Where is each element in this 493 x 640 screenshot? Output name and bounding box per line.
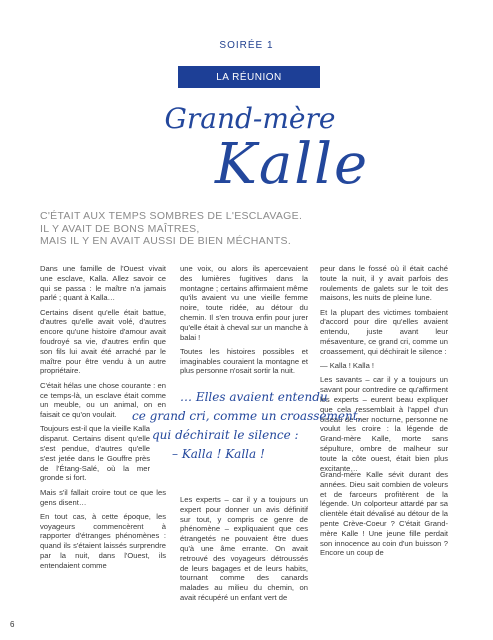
- paragraph: Mais s'il fallait croire tout ce que les gens disent…: [40, 487, 166, 507]
- page-number: 6: [10, 620, 15, 629]
- paragraph: Les experts – car il y a toujours un expert pour donner un avis définitif sur tout, y compris ce genre de phénomène – expliquaient que ces étrangetés ne pouvaient être dues qu'à une âme errante. On avait retrouvé des voyageurs détroussés de leurs bagages et de leurs habits, tournant comme des canards malades au milieu du chemin, on avait récupéré un enfant vert de: [180, 495, 308, 602]
- paragraph: une voix, ou alors ils apercevaient des lumières fugitives dans la montagne ; certains affirmaient même qu'ils avaient vu une vieille femme noire, toute ridée, au détour du chemin. Il s'en trouva enfin pour jurer qu'elle était à cheval sur un manche à balai !: [180, 264, 308, 342]
- paragraph: Les savants – car il y a toujours un savant pour contredire ce qu'affirment les experts – eurent beau expliquer que cela ressemblait à l'appel d'un oiseau de mer nocturne, personne ne voulut les croire : la légende de Grand-mère Kalle, morte sans sépulture, ombre de malheur sur toute la côte ouest, était bien plus excitante…: [320, 375, 448, 473]
- intro-line: MAIS IL Y EN AVAIT AUSSI DE BIEN MÉCHANTS.: [40, 235, 292, 247]
- title-line-1: Grand-mère: [164, 102, 336, 135]
- paragraph: peur dans le fossé où il était caché toute la nuit, il y avait parfois des roulements de galets sur le toit des maisons, les nuits de pleine lune.: [320, 264, 448, 303]
- text-column-2: [180, 264, 308, 381]
- text-column-2-bottom: [180, 495, 308, 607]
- subsection-banner: [178, 66, 320, 88]
- pull-quote-line: ce grand cri, comme un croassement,: [132, 409, 362, 423]
- paragraph: C'était hélas une chose courante : en ce temps-là, un esclave était comme un meuble, ou un animal, on en faisait ce qu'on voulait.: [40, 380, 166, 420]
- section-heading: SOIRÉE 1: [219, 40, 274, 51]
- pull-quote: [120, 388, 400, 464]
- subsection-label: LA RÉUNION: [216, 71, 282, 83]
- pull-quote-line: qui déchirait le silence :: [152, 428, 299, 442]
- intro-text: [40, 210, 460, 248]
- title-line-2: Kalle: [215, 132, 370, 197]
- text-column-3-bottom: [320, 470, 448, 563]
- paragraph: — Kalla ! Kalla !: [320, 361, 375, 371]
- paragraph: En tout cas, à cette époque, les voyageurs commencèrent à rapporter d'étranges phénomènes : quand ils s'étaient laissés surprendre par la nuit, dans l'Ouest, ils entendaient comme: [40, 511, 166, 570]
- intro-line: IL Y AVAIT DE BONS MAÎTRES,: [40, 222, 200, 235]
- paragraph: Et la plupart des victimes tombaient d'accord pour dire qu'elles avaient entendu, juste avant leur mésaventure, ce grand cri, comme un croassement, qui déchirait le silence :: [320, 307, 448, 356]
- paragraph: Dans une famille de l'Ouest vivait une esclave, Kalla. Allez savoir ce qui se passa : le maître n'a jamais parlé ; quant à Kalla…: [40, 264, 166, 303]
- paragraph: Toutes les histoires possibles et imaginables couraient la montagne et plus personne n'osait sortir la nuit.: [180, 346, 308, 376]
- paragraph: Grand-mère Kalle sévit durant des années. Dieu sait combien de voleurs et de farceurs profitèrent de la légende. Un colporteur attardé par sa clientèle était dévalisé au détour de la pente Crève-Coeur ? C'était Grand-mère Kalle ! Une jeune fille perdait son innocence au coin d'un buisson ? Encore un coup de: [320, 470, 448, 558]
- intro-line: C'ÉTAIT AUX TEMPS SOMBRES DE L'ESCLAVAGE.: [40, 210, 303, 222]
- pull-quote-line: … Elles avaient entendu: [180, 390, 328, 404]
- pull-quote-line: – Kalla ! Kalla !: [172, 447, 265, 461]
- paragraph: Toujours est-il que la vieille Kalla disparut. Certains disent qu'elle s'est pendue, d'autres qu'elle s'est jetée dans le Gouffre près de l'Étang-Salé, où la mer gronde si fort.: [40, 424, 150, 483]
- paragraph: Certains disent qu'elle était battue, d'autres qu'elle avait volé, d'autres encore qu'une histoire d'amour avait foudroyé sa vie, d'autres enfin que son fils lui avait été arraché par le maître pour être vendu à un autre propriétaire.: [40, 307, 166, 376]
